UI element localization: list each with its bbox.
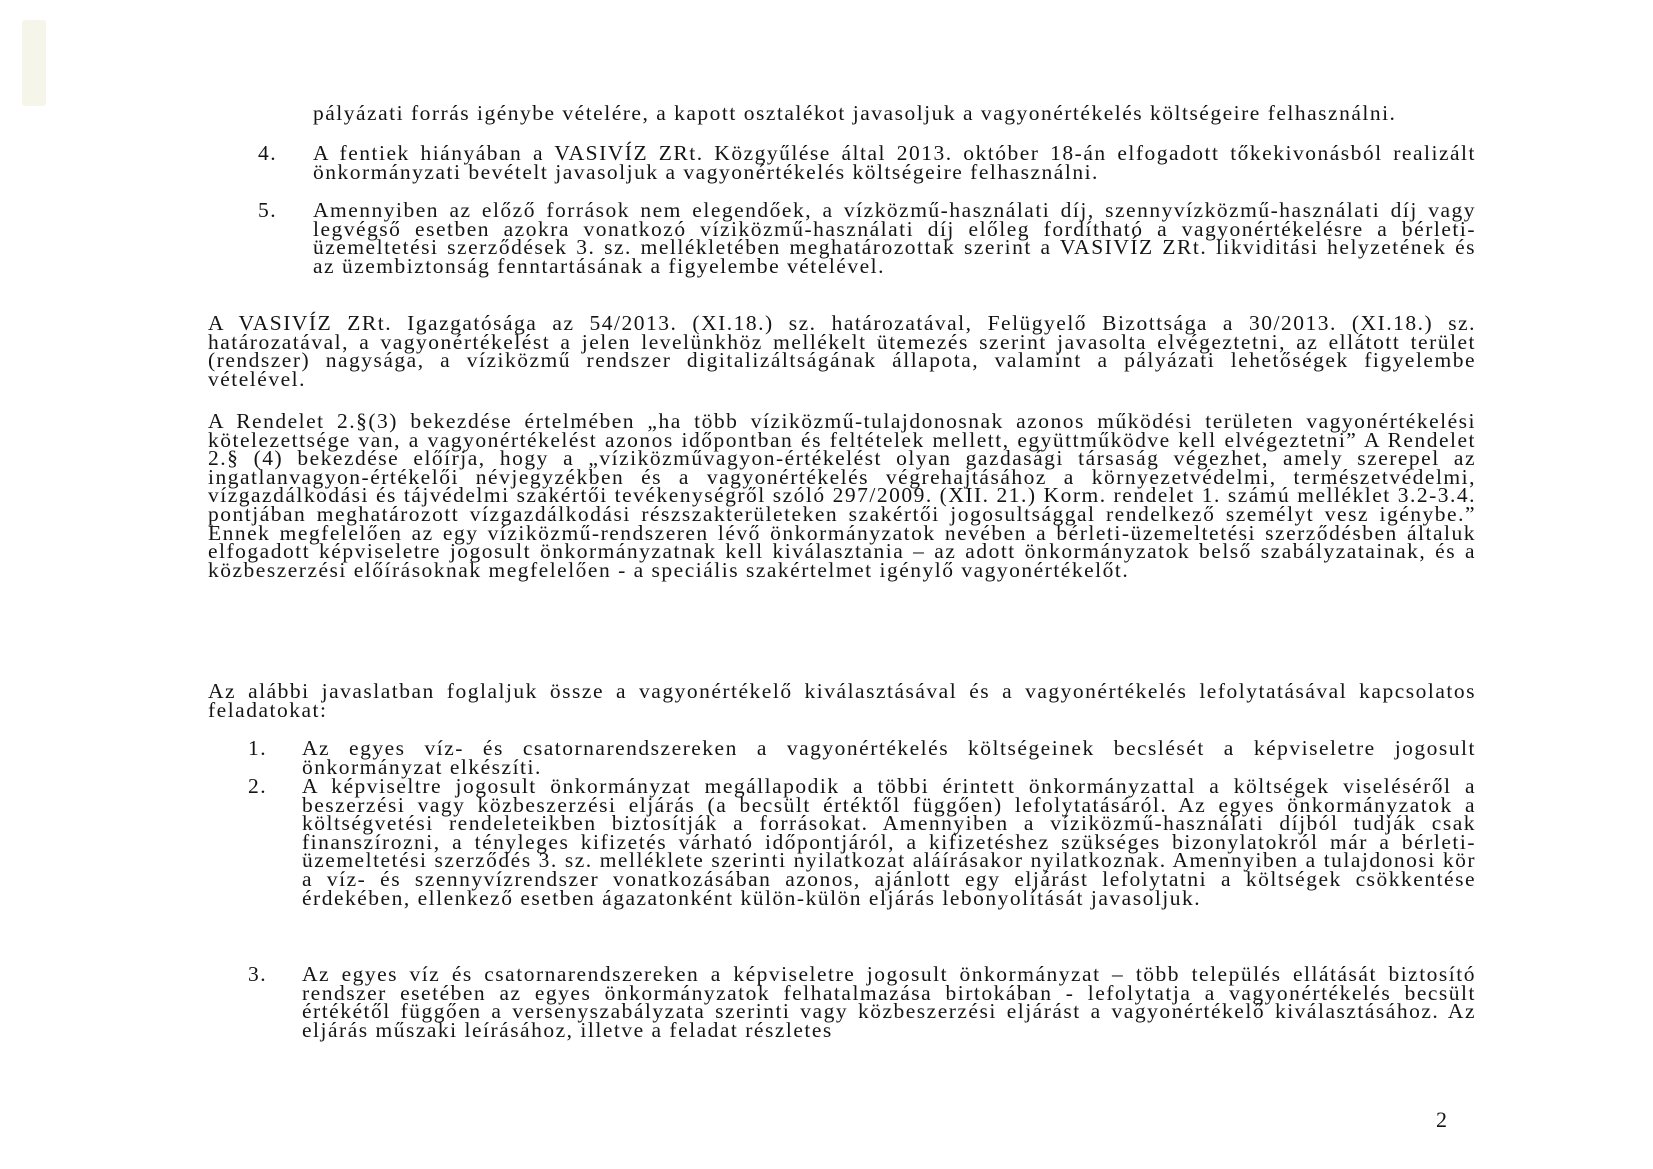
list-item-5 <box>258 198 1476 278</box>
list-item-text: Az egyes víz és csatornarendszereken a képviseletre jogosult önkormányzat – több település ellátását biztosító rendszer esetében az egyes önkormányzatok felhatalmazása birtokában - lefolytatja a vagyonértékelés becsült értékétől függően a versenyszabályzata szerinti vagy közbeszerzési eljárást a vagyonértékelő kiválasztásához. Az eljárás műszaki leírásához, illetve a feladat részletes <box>302 962 1476 1042</box>
task-list-item-3 <box>248 962 1476 1042</box>
list-item-number: 1. <box>248 736 268 760</box>
scan-edge-mark <box>22 20 46 106</box>
list-item-text: A fentiek hiányában a VASIVÍZ ZRt. Közgyűlése által 2013. október 18-án elfogadott tőkekivonásból realizált önkormányzati bevételt javasoljuk a vagyonértékelés költségeire felhasználni. <box>313 141 1476 184</box>
list-item-number: 4. <box>258 141 278 165</box>
list-item-text: Az egyes víz- és csatornarendszereken a vagyonértékelés költségeinek becslését a képviseletre jogosult önkormányzat elkészíti. <box>302 736 1476 779</box>
task-list-item-2 <box>248 774 1476 910</box>
list-item-number: 3. <box>248 962 268 986</box>
paragraph-board-resolution: A VASIVÍZ ZRt. Igazgatósága az 54/2013. (XI.18.) sz. határozatával, Felügyelő Bizottsága a 30/2013. (XI.18.) sz. határozatával, a vagyonértékelést a jelen levelünkhöz mellékelt ütemezés szerint javasolta elvégeztetni, az ellátott terület (rendszer) nagysága, a víziközmű rendszer digitalizáltságának állapota, valamint a pályázati lehetőségek figyelembe vételével. <box>208 311 1476 391</box>
list-item-number: 2. <box>248 774 268 798</box>
list-item-text: Amennyiben az előző források nem elegendőek, a vízközmű-használati díj, szennyvízközmű-használati díj vagy legvégső esetben azokra vonatkozó víziközmű-használati díj előleg fordítható a vagyonértékelésre a bérleti-üzemeltetési szerződések 3. sz. mellékletében meghatározottak szerint a VASIVÍZ ZRt. likviditási helyzetének és az üzembiztonság fenntartásának a figyelembe vételével. <box>313 198 1476 278</box>
list-item-number: 5. <box>258 198 278 222</box>
list-item-text: A képviseltre jogosult önkormányzat megállapodik a többi érintett önkormányzattal a költségek viseléséről a beszerzési vagy közbeszerzési eljárás (a becsült értéktől függően) lefolytatásáról. Az egyes önkormányzatok a költségvetési rendeleteikben biztosítják a forrásokat. Amennyiben a víziközmű-használati díjból tudják csak finanszírozni, a tényleges kifizetés várható időpontjáról, a kifizetéshez szükséges bizonylatokról már a bérleti-üzemeltetési szerződés 3. sz. melléklete szerinti nyilatkozat aláírásakor nyilatkoznak. Amennyiben a tulajdonosi kör a víz- és szennyvízrendszer vonatkozásában azonos, ajánlott egy eljárást lefolytatni a költségek csökkentése érdekében, ellenkező esetben ágazatonként külön-külön eljárás lebonyolítását javasoljuk. <box>302 774 1476 910</box>
list-item-4 <box>258 141 1476 184</box>
paragraph-summary-intro: Az alábbi javaslatban foglaljuk össze a vagyonértékelő kiválasztásával és a vagyonértékelés lefolytatásával kapcsolatos feladatokat: <box>208 679 1476 722</box>
page-number: 2 <box>1436 1107 1448 1132</box>
continuation-paragraph: pályázati forrás igénybe vételére, a kapott osztalékot javasoljuk a vagyonértékelés költségeire felhasználni. <box>313 101 1397 125</box>
paragraph-regulation: A Rendelet 2.§(3) bekezdése értelmében „ha több víziközmű-tulajdonosnak azonos működési területen vagyonértékelési kötelezettsége van, a vagyonértékelést azonos időpontban és feltételek mellett, együttműködve kell elvégeztetni” A Rendelet 2.§ (4) bekezdése előírja, hogy a „víziközművagyon-értékelést olyan gazdasági társaság végezhet, amely szerepel az ingatlanvagyon-értékelői névjegyzékben és a vagyonértékelés végrehajtásához a környezetvédelmi, természetvédelmi, vízgazdálkodási és tájvédelmi szakértői tevékenységről szóló 297/2009. (XII. 21.) Korm. rendelet 1. számú melléklet 3.2-3.4. pontjában meghatározott vízgazdálkodási részszakterületeken szakértői jogosultsággal rendelkező személyt vesz igénybe.” Ennek megfelelően az egy víziközmű-rendszeren lévő önkormányzatok nevében a bérleti-üzemeltetési szerződésben általuk elfogadott képviseletre jogosult önkormányzatnak kell kiválasztania – az adott önkormányzatok belső szabályzatainak, és a közbeszerzési előírásoknak megfelelően - a speciális szakértelmet igénylő vagyonértékelőt. <box>208 409 1476 582</box>
task-list-item-1 <box>248 736 1476 779</box>
